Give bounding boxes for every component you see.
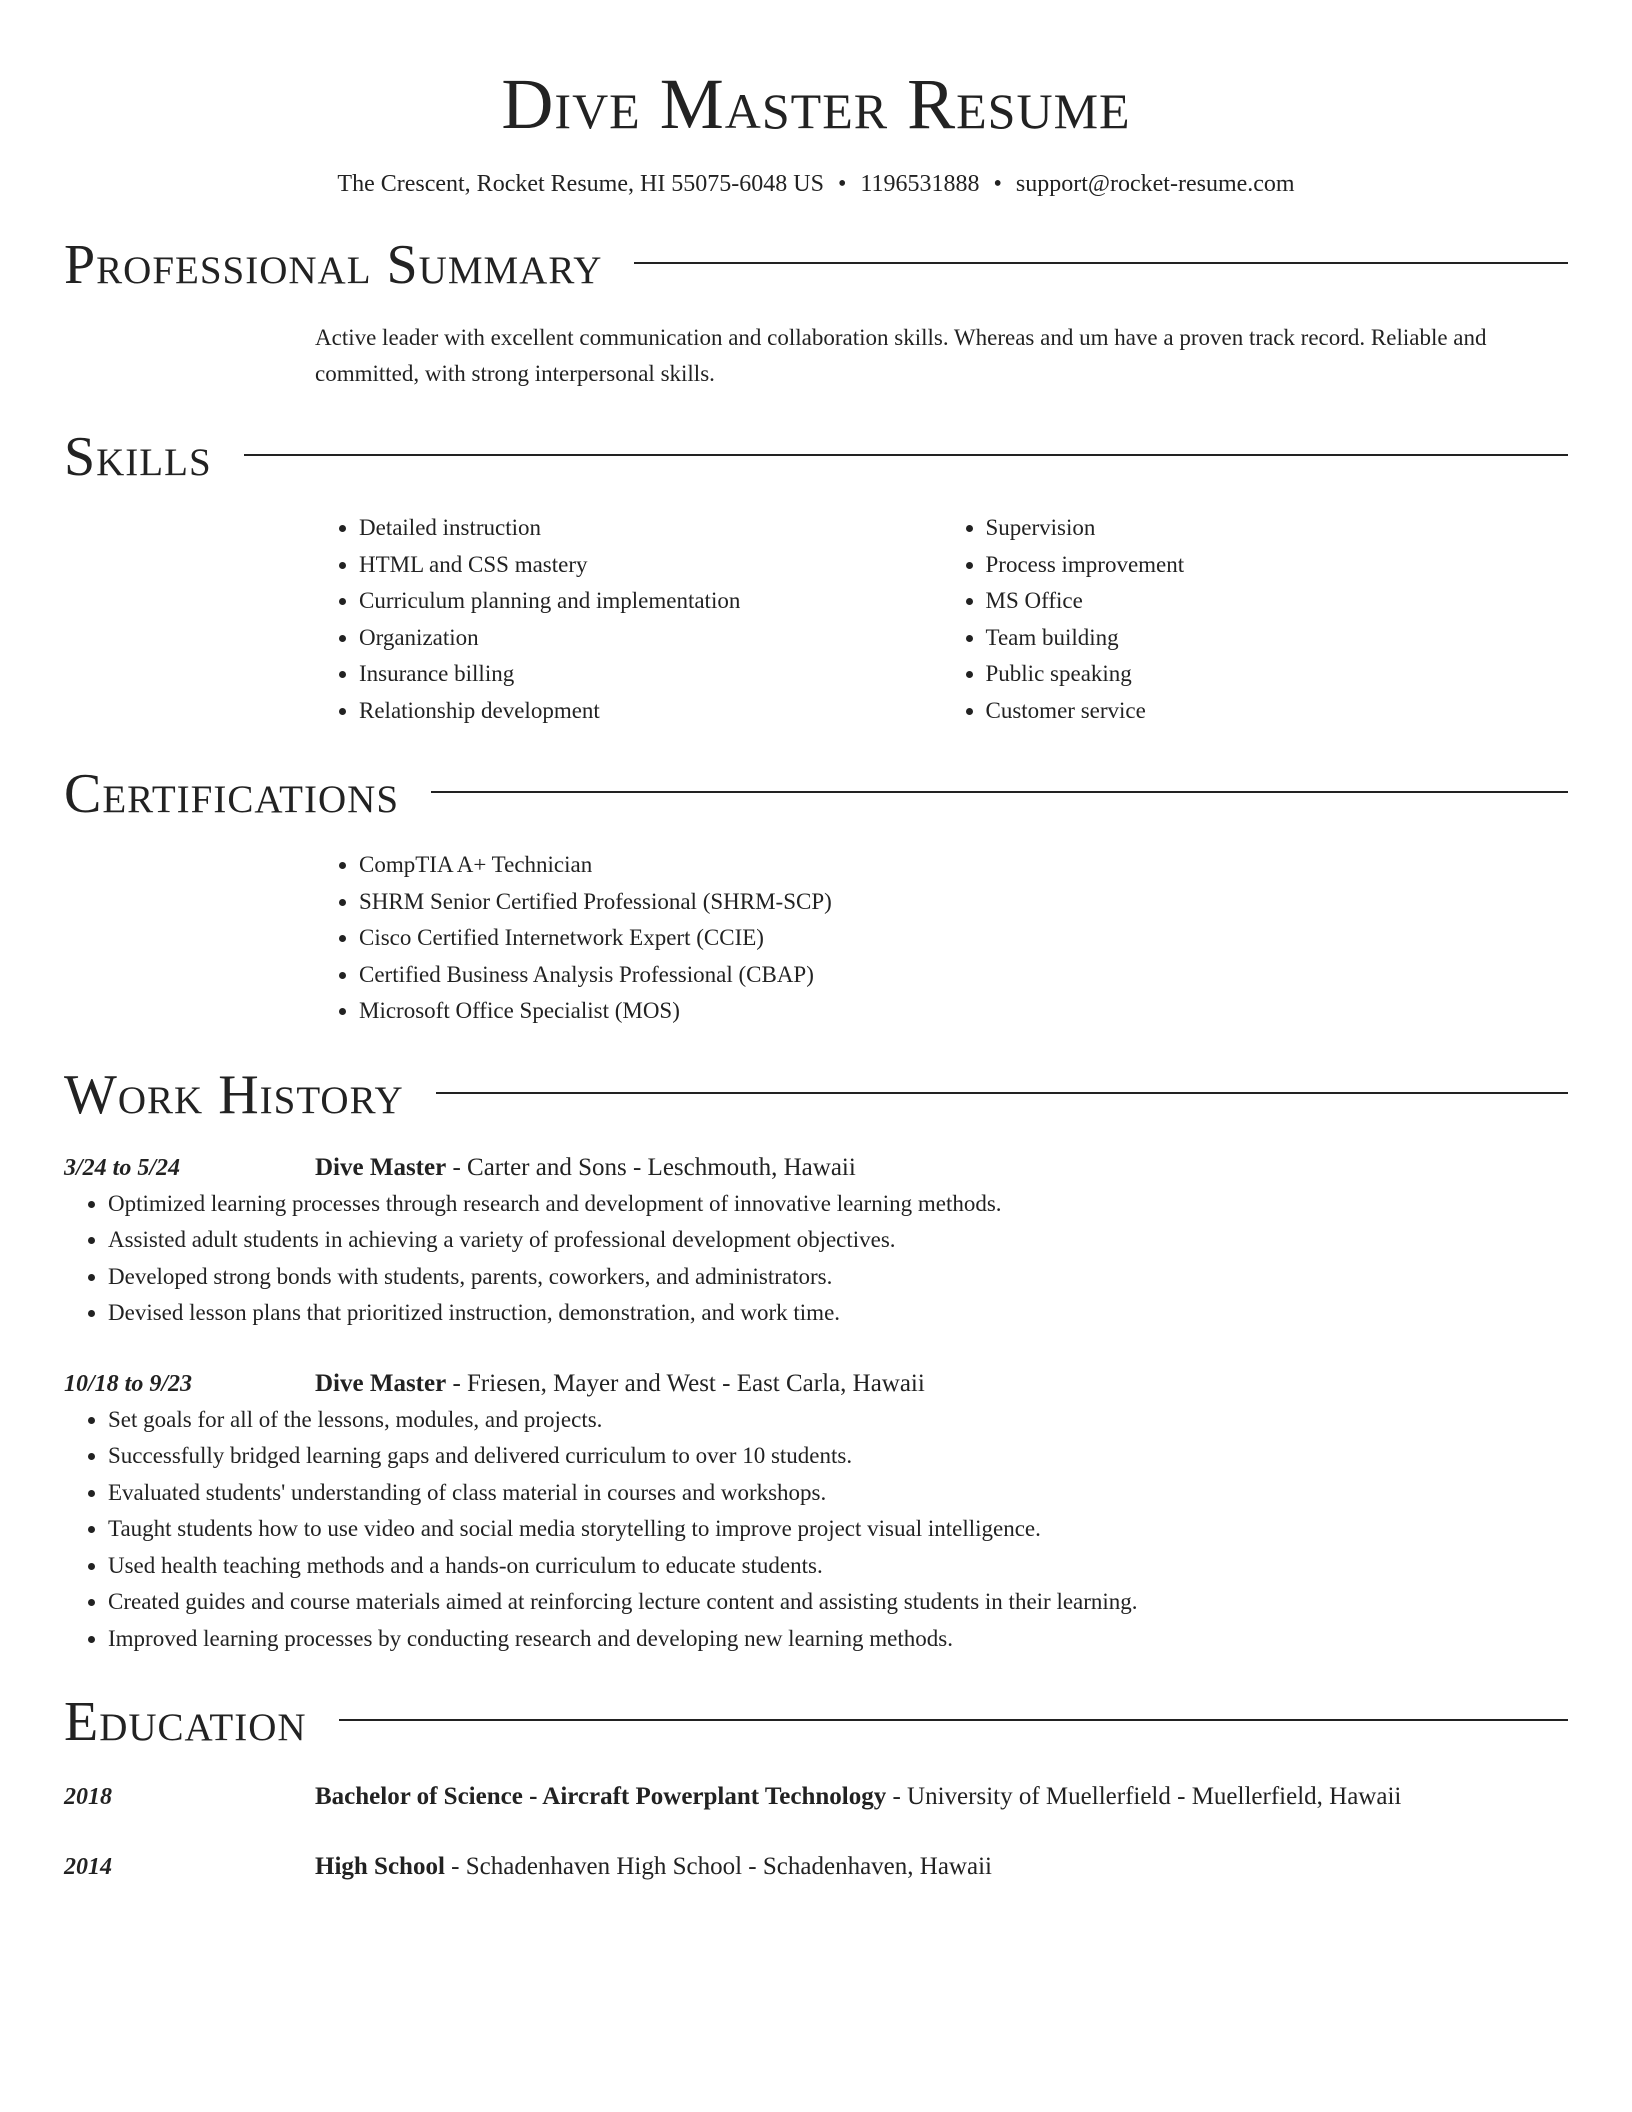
section-divider [634, 262, 1568, 264]
skills-grid [315, 510, 1568, 729]
section-header-summary [64, 230, 1568, 300]
skill-item: • Customer service [986, 693, 1569, 730]
job-bullet: • Developed strong bonds with students, parents, coworkers, and administrators. [108, 1259, 1568, 1296]
section-title-certifications: Certifications [64, 763, 400, 825]
section-title-skills: Skills [64, 426, 212, 488]
resume-title: Dive Master Resume [501, 64, 1131, 144]
certification-item: • Microsoft Office Specialist (MOS) [359, 993, 1568, 1030]
skill-item: • Detailed instruction [359, 510, 942, 547]
skill-item: • Insurance billing [359, 656, 942, 693]
phone-text: 1196531888 [860, 171, 980, 197]
job-header [64, 1366, 1568, 1402]
certifications-list [315, 847, 1568, 1030]
education-degree: Bachelor of Science - Aircraft Powerplant Technology [315, 1783, 887, 1810]
job-bullet: • Used health teaching methods and a hands-on curriculum to educate students. [108, 1548, 1568, 1585]
skill-item: • Organization [359, 620, 942, 657]
job-bullet: • Evaluated students' understanding of class material in courses and workshops. [108, 1475, 1568, 1512]
education-entry [64, 1849, 1568, 1885]
skill-item: • MS Office [986, 583, 1569, 620]
section-divider [244, 454, 1568, 456]
education-list [64, 1779, 1568, 1885]
education-year: 2018 [64, 1784, 112, 1810]
skills-list-right [942, 510, 1569, 729]
education-school: - University of Muellerfield - Muellerfield, Hawaii [886, 1783, 1402, 1810]
contact-line [64, 168, 1568, 200]
job-bullet: • Successfully bridged learning gaps and delivered curriculum to over 10 students. [108, 1438, 1568, 1475]
job-bullet: • Optimized learning processes through research and development of innovative learning methods. [108, 1186, 1568, 1223]
job-title-line [315, 1150, 856, 1186]
job-dates: 3/24 to 5/24 [64, 1154, 181, 1181]
skills-list-left [315, 510, 942, 729]
job-dates: 10/18 to 9/23 [64, 1370, 193, 1397]
certification-item: • Cisco Certified Internetwork Expert (CCIE) [359, 920, 1568, 957]
education-entry [64, 1779, 1568, 1815]
education-year: 2014 [64, 1854, 112, 1880]
skill-item: • Curriculum planning and implementation [359, 583, 942, 620]
certification-item: • Certified Business Analysis Professional (CBAP) [359, 957, 1568, 994]
job-entry [64, 1150, 1568, 1332]
job-position: Dive Master [315, 1153, 447, 1181]
section-header-certifications [64, 759, 1568, 829]
job-bullet: • Created guides and course materials aimed at reinforcing lecture content and assisting students in their learning. [108, 1584, 1568, 1621]
section-header-skills [64, 422, 1568, 492]
education-line [315, 1779, 1401, 1815]
address-text: The Crescent, Rocket Resume, HI 55075-6048 US [337, 171, 824, 197]
skill-item: • Relationship development [359, 693, 942, 730]
certifications-block [315, 847, 1568, 1030]
job-employer: - Friesen, Mayer and West - East Carla, Hawaii [446, 1369, 925, 1397]
job-header [64, 1150, 1568, 1186]
email-text: support@rocket-resume.com [1015, 171, 1295, 197]
education-degree: High School [315, 1853, 445, 1880]
section-header-education [64, 1687, 1568, 1757]
education-school: - Schadenhaven High School - Schadenhaven, Hawaii [444, 1853, 992, 1880]
job-bullet: • Assisted adult students in achieving a variety of professional development objectives. [108, 1222, 1568, 1259]
section-header-work [64, 1060, 1568, 1130]
section-title-education: Education [64, 1691, 307, 1753]
section-divider [339, 1719, 1568, 1721]
contact-separator: • [837, 171, 847, 197]
section-divider [436, 1092, 1568, 1094]
job-bullet: • Devised lesson plans that prioritized instruction, demonstration, and work time. [108, 1295, 1568, 1332]
job-position: Dive Master [315, 1369, 447, 1397]
certification-item: • SHRM Senior Certified Professional (SHRM-SCP) [359, 884, 1568, 921]
job-bullet: • Taught students how to use video and social media storytelling to improve project visual intelligence. [108, 1511, 1568, 1548]
skill-item: • Supervision [986, 510, 1569, 547]
certification-item: • CompTIA A+ Technician [359, 847, 1568, 884]
skill-item: • Team building [986, 620, 1569, 657]
job-bullet: • Set goals for all of the lessons, modules, and projects. [108, 1402, 1568, 1439]
section-title-work: Work History [64, 1063, 404, 1126]
job-bullets [64, 1402, 1568, 1658]
education-line [315, 1849, 992, 1885]
skill-item: • Public speaking [986, 656, 1569, 693]
job-entry [64, 1366, 1568, 1658]
skill-item: • Process improvement [986, 547, 1569, 584]
job-bullets [64, 1186, 1568, 1332]
work-history-list [64, 1150, 1568, 1658]
summary-text: Active leader with excellent communication and collaboration skills. Whereas and um have a proven track record. Reliable and committed, with strong interpersonal skills. [315, 325, 1487, 386]
section-title-summary: Professional Summary [64, 234, 603, 296]
job-bullet: • Improved learning processes by conducting research and developing new learning methods. [108, 1621, 1568, 1658]
job-employer: - Carter and Sons - Leschmouth, Hawaii [446, 1153, 856, 1181]
section-divider [431, 791, 1568, 793]
skill-item: • HTML and CSS mastery [359, 547, 942, 584]
contact-separator: • [993, 171, 1002, 197]
job-title-line [315, 1366, 925, 1402]
